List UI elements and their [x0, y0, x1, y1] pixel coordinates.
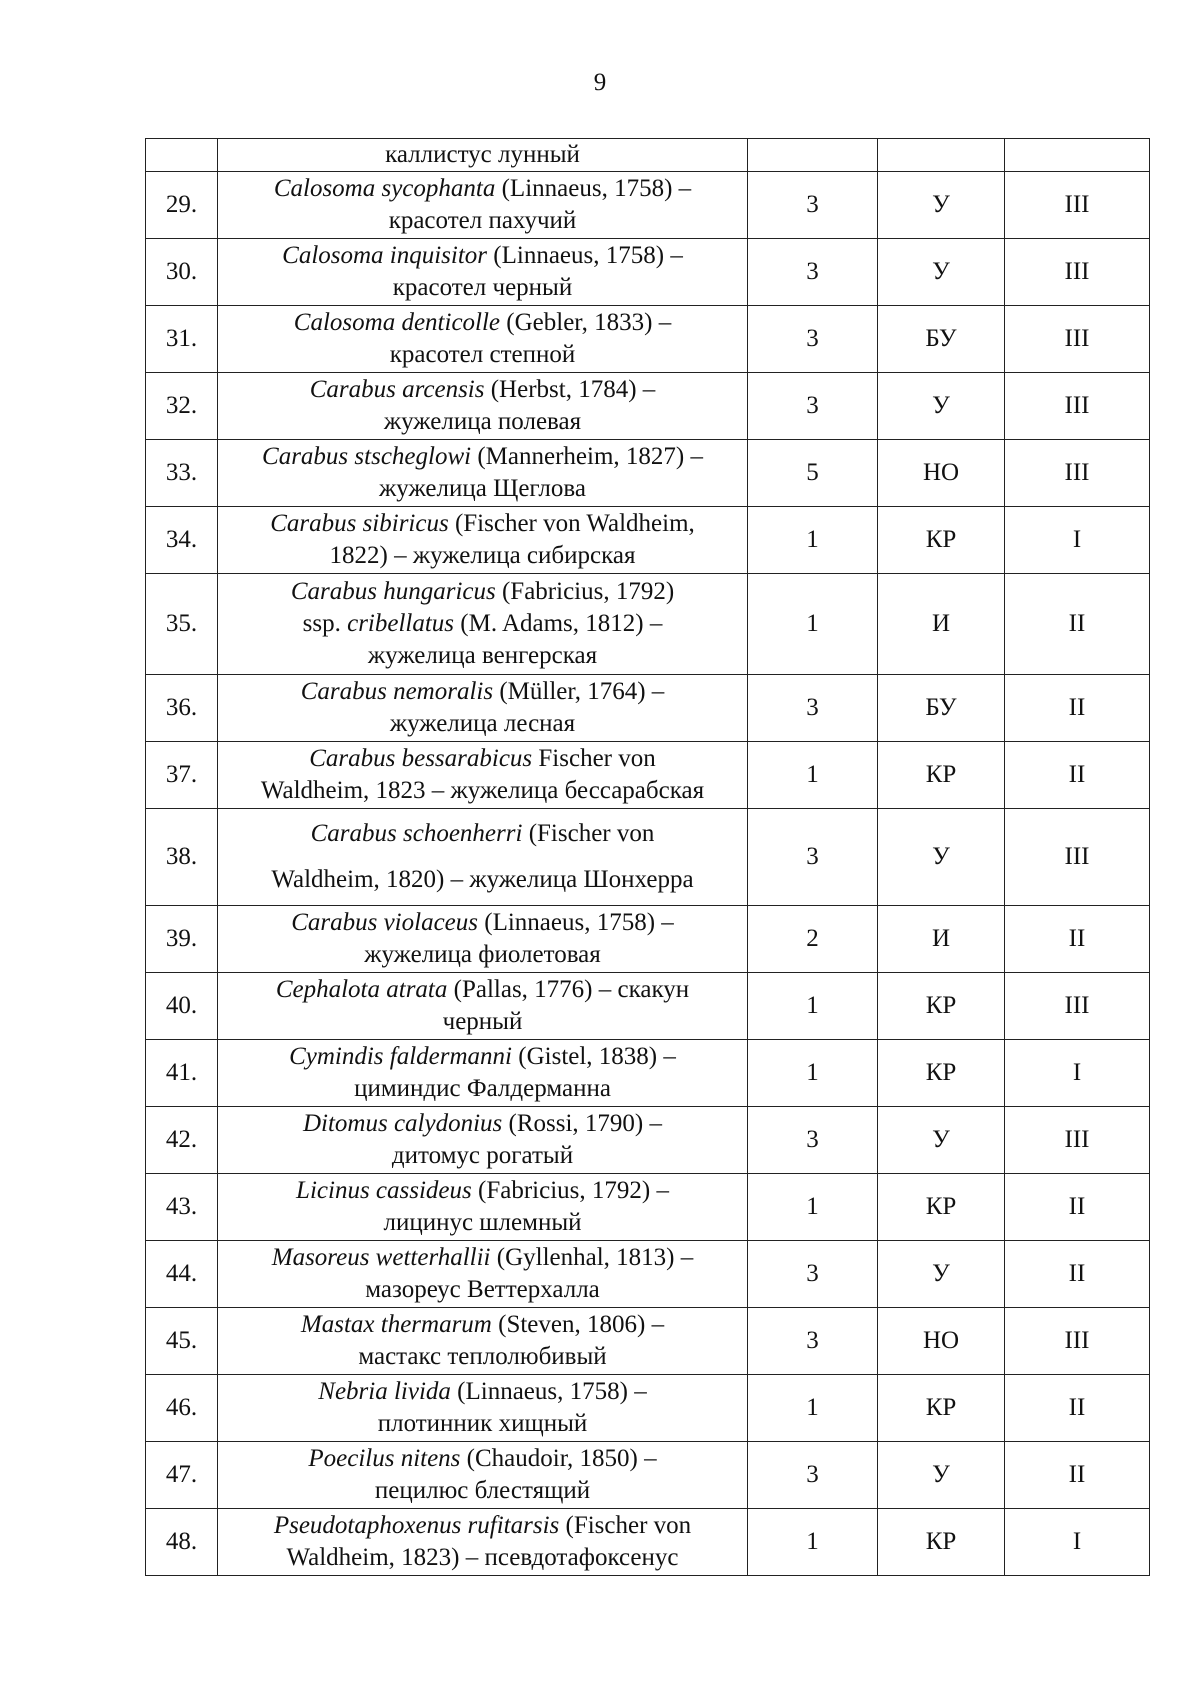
name-text: (Fischer von: [522, 820, 655, 847]
name-text: пецилюс блестящий: [374, 1477, 591, 1504]
status-cell: БУ: [878, 675, 1005, 742]
name-text: Waldheim, 1823 – жужелица бессарабская: [260, 777, 705, 804]
row-number-cell: 44.: [146, 1241, 218, 1308]
priority-cell: III: [1005, 1107, 1150, 1174]
latin-name: Carabus sibiricus: [270, 510, 449, 537]
name-text: (Linnaeus, 1758) –: [487, 242, 683, 269]
name-text: (Linnaeus, 1758) –: [478, 909, 674, 936]
table-row: [146, 1308, 1150, 1375]
name-text: (Fabricius, 1792) –: [471, 1177, 669, 1204]
species-name-cell: [218, 809, 748, 906]
category-cell: 3: [748, 809, 878, 906]
species-name-cell: [218, 742, 748, 809]
category-cell: 1: [748, 1375, 878, 1442]
priority-cell: III: [1005, 1308, 1150, 1375]
row-number-cell: 47.: [146, 1442, 218, 1509]
species-name-cell: [218, 675, 748, 742]
name-text: (Fabricius, 1792): [495, 578, 675, 605]
row-number-cell: 45.: [146, 1308, 218, 1375]
latin-name: Mastax thermarum: [300, 1311, 492, 1338]
status-cell: БУ: [878, 306, 1005, 373]
species-name-cell: [218, 507, 748, 574]
status-cell: КР: [878, 1375, 1005, 1442]
name-text: (Fischer von: [559, 1512, 692, 1539]
category-cell: 2: [748, 906, 878, 973]
name-text: (Linnaeus, 1758) –: [450, 1378, 647, 1405]
category-cell: 3: [748, 306, 878, 373]
table-row: [146, 1509, 1150, 1576]
status-cell: НО: [878, 1308, 1005, 1375]
name-text: (M. Adams, 1812) –: [454, 610, 663, 637]
row-number-cell: 29.: [146, 172, 218, 239]
category-cell: 1: [748, 973, 878, 1040]
latin-name: Ditomus calydonius: [302, 1110, 503, 1137]
row-number-cell: 33.: [146, 440, 218, 507]
priority-cell: III: [1005, 809, 1150, 906]
table-row: [146, 507, 1150, 574]
priority-cell: III: [1005, 973, 1150, 1040]
name-text: ssp.: [302, 610, 348, 637]
name-text: лицинус шлемный: [383, 1209, 582, 1236]
status-cell: И: [878, 574, 1005, 675]
name-text: плотинник хищный: [377, 1410, 588, 1437]
category-cell: 3: [748, 1107, 878, 1174]
row-number-cell: 37.: [146, 742, 218, 809]
category-cell: 3: [748, 1442, 878, 1509]
latin-name: Carabus arcensis: [309, 376, 485, 403]
name-text: (Linnaeus, 1758) –: [495, 175, 692, 202]
category-cell: 3: [748, 1308, 878, 1375]
latin-name: Licinus cassideus: [296, 1177, 472, 1204]
species-name-cell: [218, 306, 748, 373]
status-cell: КР: [878, 507, 1005, 574]
table-row: [146, 1241, 1150, 1308]
name-text: (Steven, 1806) –: [491, 1311, 665, 1338]
species-name-cell: [218, 239, 748, 306]
species-name-cell: [218, 373, 748, 440]
name-text: (Fischer von Waldheim,: [448, 510, 695, 537]
priority-cell: III: [1005, 440, 1150, 507]
row-number-cell: 40.: [146, 973, 218, 1040]
name-text: Waldheim, 1820) – жужелица Шонхерра: [271, 866, 694, 893]
table-row: [146, 306, 1150, 373]
row-number-cell: [146, 139, 218, 172]
row-number-cell: 31.: [146, 306, 218, 373]
species-name-cell: [218, 440, 748, 507]
name-text: жужелица венгерская: [367, 642, 598, 669]
latin-name: Nebria livida: [318, 1378, 451, 1405]
category-cell: 1: [748, 507, 878, 574]
priority-cell: II: [1005, 906, 1150, 973]
priority-cell: II: [1005, 1174, 1150, 1241]
name-text: жужелица Щеглова: [379, 475, 586, 502]
latin-name: Carabus stscheglowi: [262, 443, 472, 470]
table-row: [146, 1040, 1150, 1107]
table-row-continued: [146, 139, 1150, 172]
row-number-cell: 39.: [146, 906, 218, 973]
priority-cell: [1005, 139, 1150, 172]
name-text: красотел степной: [389, 341, 576, 368]
status-cell: У: [878, 1241, 1005, 1308]
latin-name: Cymindis faldermanni: [289, 1043, 513, 1070]
latin-name: Carabus nemoralis: [300, 678, 494, 705]
name-text: красотел черный: [392, 274, 573, 301]
name-text: мастакс теплолюбивый: [358, 1343, 607, 1370]
status-cell: У: [878, 172, 1005, 239]
latin-name: Carabus schoenherri: [310, 820, 523, 847]
latin-name: Pseudotaphoxenus rufitarsis: [273, 1512, 560, 1539]
priority-cell: II: [1005, 742, 1150, 809]
row-number-cell: 48.: [146, 1509, 218, 1576]
status-cell: КР: [878, 1040, 1005, 1107]
priority-cell: I: [1005, 1040, 1150, 1107]
priority-cell: I: [1005, 1509, 1150, 1576]
name-text: (Gyllenhal, 1813) –: [490, 1244, 694, 1271]
category-cell: 1: [748, 1040, 878, 1107]
table-row: [146, 172, 1150, 239]
status-cell: У: [878, 239, 1005, 306]
table-row: [146, 906, 1150, 973]
species-name-cell: [218, 1241, 748, 1308]
table-row: [146, 1107, 1150, 1174]
latin-name: Calosoma denticolle: [293, 309, 501, 336]
name-text: (Chaudoir, 1850) –: [460, 1445, 657, 1472]
priority-cell: II: [1005, 675, 1150, 742]
latin-name: Carabus hungaricus: [290, 578, 496, 605]
row-number-cell: 41.: [146, 1040, 218, 1107]
name-text: (Pallas, 1776) – скакун: [447, 976, 690, 1003]
priority-cell: III: [1005, 172, 1150, 239]
category-cell: 3: [748, 373, 878, 440]
status-cell: КР: [878, 1174, 1005, 1241]
name-text: дитомус рогатый: [391, 1142, 574, 1169]
row-number-cell: 30.: [146, 239, 218, 306]
species-name-cell: [218, 172, 748, 239]
category-cell: 3: [748, 172, 878, 239]
species-name-cell: [218, 973, 748, 1040]
category-cell: 3: [748, 675, 878, 742]
name-text: циминдис Фалдерманна: [354, 1075, 611, 1102]
priority-cell: III: [1005, 373, 1150, 440]
row-number-cell: 38.: [146, 809, 218, 906]
table-row: [146, 675, 1150, 742]
name-text: (Gistel, 1838) –: [512, 1043, 676, 1070]
species-name-cell: [218, 1308, 748, 1375]
name-text: жужелица полевая: [383, 408, 582, 435]
name-text: (Mannerheim, 1827) –: [471, 443, 703, 470]
name-text: мазореус Веттерхалла: [365, 1276, 600, 1303]
species-name-cell: каллистус лунный: [218, 139, 748, 172]
species-table: [145, 138, 1150, 1576]
species-name-cell: [218, 1174, 748, 1241]
latin-name: Cephalota atrata: [275, 976, 448, 1003]
species-name-cell: [218, 906, 748, 973]
latin-name: Calosoma sycophanta: [273, 175, 496, 202]
priority-cell: I: [1005, 507, 1150, 574]
table-row: [146, 239, 1150, 306]
table-row: [146, 373, 1150, 440]
name-text: (Müller, 1764) –: [493, 678, 665, 705]
species-name-cell: [218, 1040, 748, 1107]
row-number-cell: 43.: [146, 1174, 218, 1241]
name-text: (Herbst, 1784) –: [484, 376, 656, 403]
latin-name: Poecilus nitens: [308, 1445, 461, 1472]
row-number-cell: 36.: [146, 675, 218, 742]
row-number-cell: 46.: [146, 1375, 218, 1442]
category-cell: 3: [748, 239, 878, 306]
name-text: (Rossi, 1790) –: [502, 1110, 663, 1137]
priority-cell: II: [1005, 1442, 1150, 1509]
table-row: [146, 973, 1150, 1040]
category-cell: 3: [748, 1241, 878, 1308]
table-row: [146, 1375, 1150, 1442]
species-name-cell: [218, 1107, 748, 1174]
row-number-cell: 32.: [146, 373, 218, 440]
status-cell: У: [878, 1442, 1005, 1509]
name-text: черный: [442, 1008, 523, 1035]
latin-name: Carabus bessarabicus: [309, 745, 533, 772]
latin-name: Carabus violaceus: [291, 909, 478, 936]
latin-name: Masoreus wetterhallii: [271, 1244, 491, 1271]
status-cell: НО: [878, 440, 1005, 507]
name-text: жужелица лесная: [389, 710, 576, 737]
species-name-cell: [218, 1509, 748, 1576]
species-table-body: [146, 139, 1150, 1576]
latin-name: Calosoma inquisitor: [282, 242, 488, 269]
name-text: Fischer von: [532, 745, 656, 772]
name-text: жужелица фиолетовая: [364, 941, 601, 968]
priority-cell: II: [1005, 1375, 1150, 1442]
table-row: [146, 440, 1150, 507]
priority-cell: II: [1005, 1241, 1150, 1308]
table-row: [146, 742, 1150, 809]
latin-name: cribellatus: [347, 610, 455, 637]
name-text: (Gebler, 1833) –: [500, 309, 672, 336]
table-row: [146, 1174, 1150, 1241]
table-row: [146, 809, 1150, 906]
status-cell: У: [878, 809, 1005, 906]
table-row: [146, 574, 1150, 675]
row-number-cell: 34.: [146, 507, 218, 574]
name-text: Waldheim, 1823) – псевдотафоксенус: [286, 1544, 679, 1571]
name-text: 1822) – жужелица сибирская: [329, 542, 636, 569]
priority-cell: III: [1005, 306, 1150, 373]
status-cell: У: [878, 373, 1005, 440]
category-cell: 1: [748, 574, 878, 675]
row-number-cell: 35.: [146, 574, 218, 675]
name-text: красотел пахучий: [388, 207, 577, 234]
table-row: [146, 1442, 1150, 1509]
priority-cell: II: [1005, 574, 1150, 675]
priority-cell: III: [1005, 239, 1150, 306]
status-cell: КР: [878, 742, 1005, 809]
status-cell: КР: [878, 973, 1005, 1040]
category-cell: 1: [748, 1174, 878, 1241]
status-cell: КР: [878, 1509, 1005, 1576]
species-name-cell: [218, 1442, 748, 1509]
species-name-cell: [218, 1375, 748, 1442]
category-cell: 1: [748, 1509, 878, 1576]
category-cell: 1: [748, 742, 878, 809]
category-cell: [748, 139, 878, 172]
status-cell: [878, 139, 1005, 172]
species-name-cell: [218, 574, 748, 675]
status-cell: И: [878, 906, 1005, 973]
page-number: 9: [593, 69, 607, 96]
status-cell: У: [878, 1107, 1005, 1174]
category-cell: 5: [748, 440, 878, 507]
row-number-cell: 42.: [146, 1107, 218, 1174]
